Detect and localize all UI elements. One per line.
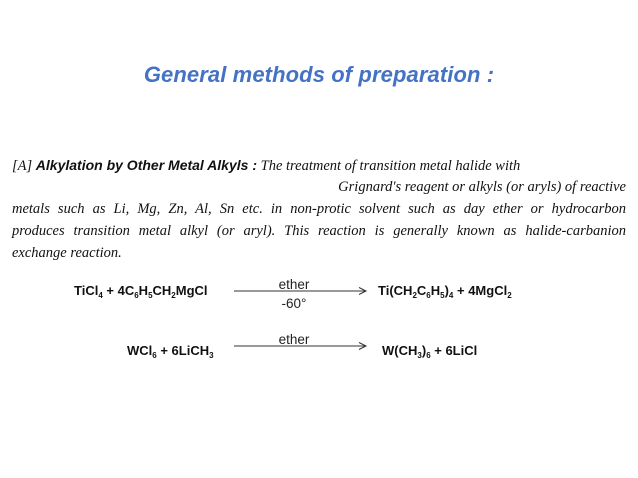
section-paragraph-line-3: metals such as Li, Mg, Zn, Al, Sn etc. in non-protic solvent such as day ether or hydrocarbon — [12, 201, 626, 217]
reaction-2-reactants: WCl$_6$ + 6LiCH$_3$ — [127, 343, 214, 360]
paragraph-text-1: The treatment of transition metal halide with — [257, 158, 521, 174]
reaction-1-condition-bottom: -60° — [281, 296, 307, 311]
reaction-2-arrow-icon — [234, 341, 368, 351]
section-paragraph-line-5: exchange reaction. — [12, 245, 122, 261]
reaction-2-condition-top: ether — [278, 332, 310, 347]
section-prefix: [A] — [12, 158, 36, 174]
section-paragraph-line-4: produces transition metal alkyl (or aryl). This reaction is generally known as halide-carbanion — [12, 223, 626, 239]
section-paragraph-line-1 — [12, 154, 626, 177]
reaction-1-arrow-icon — [234, 286, 368, 296]
section-heading: Alkylation by Other Metal Alkyls : — [35, 157, 257, 173]
section-paragraph-line-2: Grignard's reagent or alkyls (or aryls) of reactive — [338, 179, 626, 195]
slide-title: General methods of preparation : — [143, 62, 495, 87]
reaction-2-products: $W(CH_3)_6$ + 6LiCl — [382, 343, 478, 360]
reaction-1-reactants: TiCl$_4$ + $4C_6H_5CH_2MgCl$ — [74, 283, 208, 300]
reaction-1-products: $Ti(CH_2C_6H_5)_4$ + 4MgCl$_2$ — [378, 283, 512, 300]
reaction-1-condition-top: ether — [278, 277, 310, 292]
